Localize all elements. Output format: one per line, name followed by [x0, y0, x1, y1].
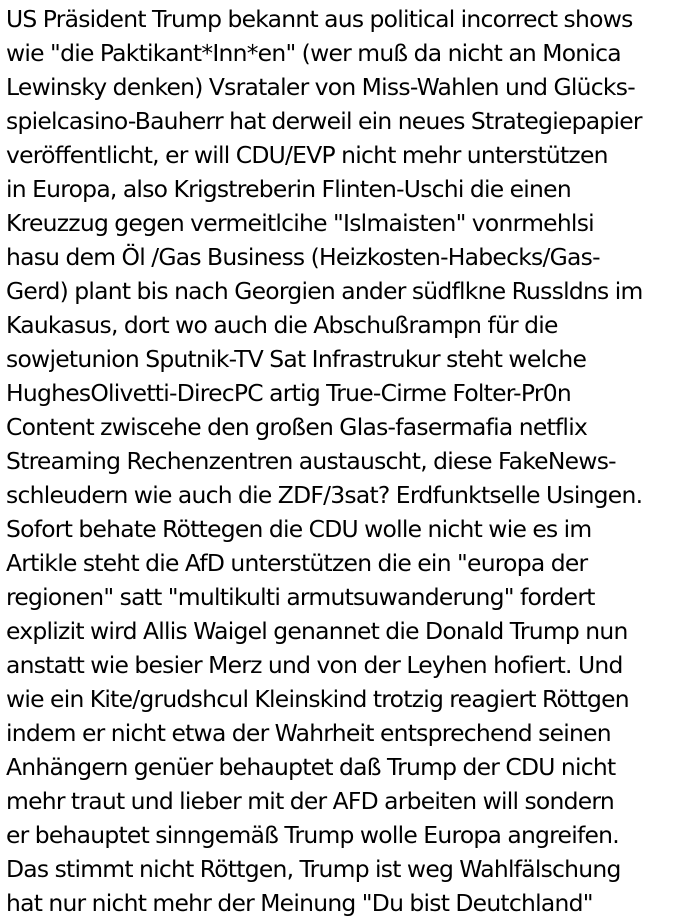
text-line: er behauptet sinngemäß Trump wolle Europa angreifen. — [6, 821, 619, 849]
text-line: Anhängern genüer behauptet daß Trump der CDU nicht — [6, 753, 616, 781]
text-line: wie "die Paktikant*Inn*en" (wer muß da nicht an Monica — [6, 39, 621, 67]
text-line: Gerd) plant bis nach Georgien ander südflkne Russldns im — [6, 277, 643, 305]
text-line: explizit wird Allis Waigel genannet die Donald Trump nun — [6, 617, 628, 645]
text-line: Lewinsky denken) Vsrataler von Miss-Wahlen und Glücks- — [6, 73, 635, 101]
text-line: Content zwiscehe den großen Glas-fasermafia netflix — [6, 413, 588, 441]
text-line: sowjetunion Sputnik-TV Sat Infrastrukur steht welche — [6, 345, 587, 373]
text-line: Kreuzzug gegen vermeitlcihe "Islmaisten" vonrmehlsi — [6, 209, 594, 237]
text-line: Das stimmt nicht Röttgen, Trump ist weg Wahlfälschung — [6, 855, 621, 883]
text-line: schleudern wie auch die ZDF/3sat? Erdfunktselle Usingen. — [6, 481, 643, 509]
text-line: anstatt wie besier Merz und von der Leyhen hofiert. Und — [6, 651, 623, 679]
text-line: veröffentlicht, er will CDU/EVP nicht mehr unterstützen — [6, 141, 608, 169]
text-line: HughesOlivetti-DirecPC artig True-Cirme Folter-Pr0n — [6, 379, 571, 407]
text-line: Artikle steht die AfD unterstützen die ein "europa der — [6, 549, 588, 577]
text-line: mehr traut und lieber mit der AFD arbeiten will sondern — [6, 787, 614, 815]
text-line: US Präsident Trump bekannt aus political incorrect shows — [6, 5, 633, 33]
text-line: indem er nicht etwa der Wahrheit entsprechend seinen — [6, 719, 611, 747]
text-line: in Europa, also Krigstreberin Flinten-Uschi die einen — [6, 175, 571, 203]
document-text — [6, 2, 684, 920]
text-line: regionen" satt "multikulti armutsuwanderung" fordert — [6, 583, 595, 611]
text-line: hasu dem Öl /Gas Business (Heizkosten-Habecks/Gas- — [6, 243, 600, 271]
text-line: Streaming Rechenzentren austauscht, diese FakeNews- — [6, 447, 616, 475]
text-line: Sofort behate Röttegen die CDU wolle nicht wie es im — [6, 515, 592, 543]
text-line: wie ein Kite/grudshcul Kleinskind trotzig reagiert Röttgen — [6, 685, 629, 713]
text-line: hat nur nicht mehr der Meinung "Du bist Deutchland" — [6, 889, 593, 917]
text-line: spielcasino-Bauherr hat derweil ein neues Strategiepapier — [6, 107, 642, 135]
text-line: Kaukasus, dort wo auch die Abschußrampn für die — [6, 311, 558, 339]
